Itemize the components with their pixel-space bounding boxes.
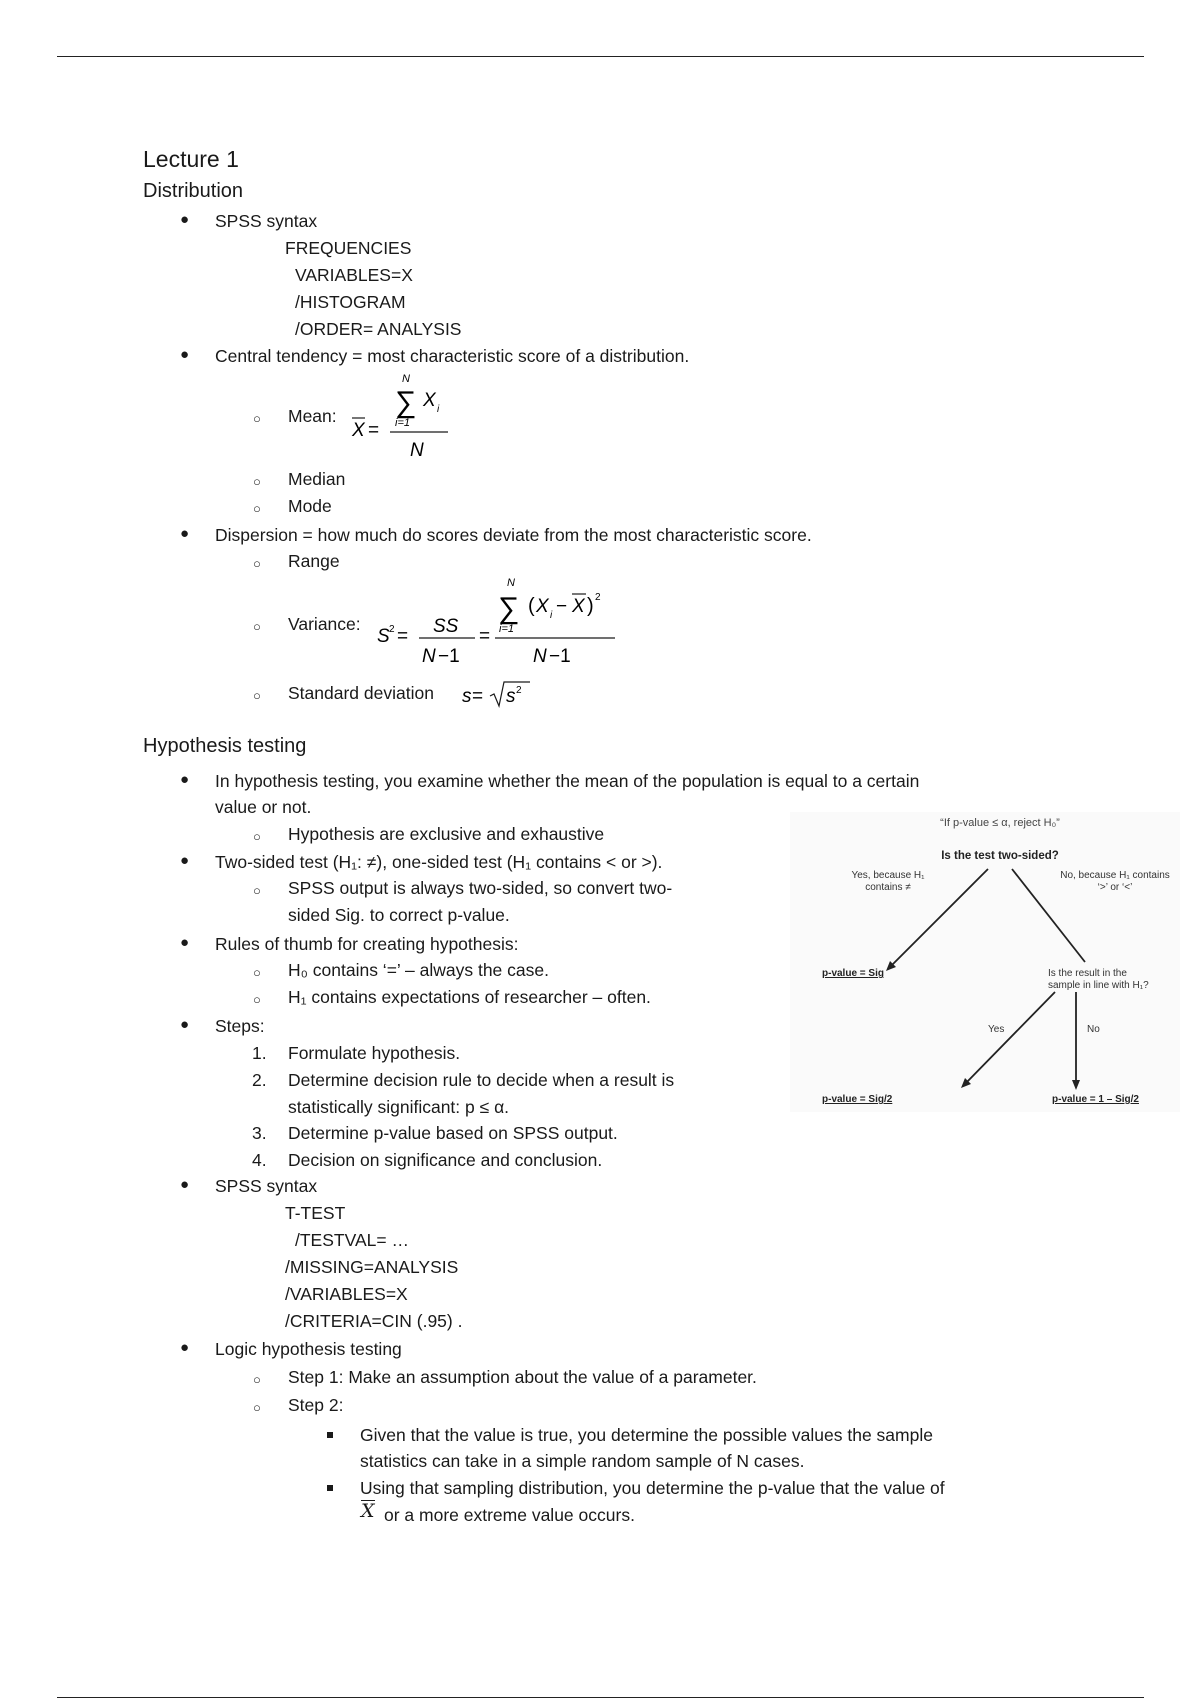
section-distribution: Distribution [143,180,244,202]
mean-label: Mean: [288,406,337,426]
sub-bullet: ○ [253,556,261,571]
syntax-line: VARIABLES=X [295,265,413,285]
bullet: ● [180,852,190,869]
svg-text:−1: −1 [438,646,460,667]
step-text: Determine p-value based on SPSS output. [288,1123,618,1143]
syntax-line: /VARIABLES=X [285,1284,408,1304]
svg-text:=: = [472,686,484,707]
syntax-line: /CRITERIA=CIN (.95) . [285,1311,463,1331]
svg-text:s: s [506,686,516,707]
xbar-symbol: X [361,1500,375,1522]
sub-bullet: ○ [253,992,261,1007]
svg-text:=: = [368,420,380,441]
syntax-line: /HISTOGRAM [295,292,406,312]
svg-text:): ) [587,595,594,617]
lecture-title: Lecture 1 [143,146,239,172]
svg-text:∑: ∑ [395,386,417,419]
svg-text:s: s [462,686,472,707]
flow-yes-short: Yes [988,1024,1005,1035]
logic-sub2-line: or a more extreme value occurs. [384,1505,635,1525]
step-number: 4. [252,1150,267,1170]
syntax-line: /TESTVAL= … [295,1230,409,1250]
svg-text:SS: SS [433,616,459,637]
flow-result-question: Is the result in the [1048,968,1127,979]
svg-text:i: i [550,610,553,621]
steps-label: Steps: [215,1016,265,1036]
h1-rule: H₁ contains expectations of researcher – often. [288,987,651,1007]
sub-bullet: ○ [253,883,261,898]
svg-text:=: = [479,626,491,647]
logic-sub2-line: Using that sampling distribution, you determine the p-value that the value of [360,1478,945,1498]
flow-no-short: No [1087,1024,1100,1035]
central-tendency-text: Central tendency = most characteristic score of a distribution. [215,346,690,366]
svg-text:i=1: i=1 [499,623,514,635]
h0-rule: H₀ contains ‘=’ – always the case. [288,960,549,980]
step-text: Determine decision rule to decide when a result is [288,1070,675,1090]
sd-label: Standard deviation [288,683,434,703]
syntax-line: /ORDER= ANALYSIS [295,319,462,339]
spss-syntax-label: SPSS syntax [215,211,318,231]
logic-label: Logic hypothesis testing [215,1339,402,1359]
syntax-line: T-TEST [285,1203,346,1223]
mean-formula [350,372,460,462]
sd-formula [460,672,540,712]
svg-text:(: ( [528,595,535,617]
square-bullet [327,1432,333,1438]
sub-bullet: ○ [253,688,261,703]
svg-text:∑: ∑ [498,592,520,625]
bullet: ● [180,771,190,788]
p-value-flowchart [790,812,1180,1112]
step-number: 3. [252,1123,267,1143]
flow-pvalue-sig: p-value = Sig [822,968,884,979]
svg-text:=: = [397,626,409,647]
syntax-line: /MISSING=ANALYSIS [285,1257,459,1277]
mode-label: Mode [288,496,332,516]
bullet: ● [180,346,190,363]
step-number: 1. [252,1043,267,1063]
ht-intro-line: In hypothesis testing, you examine whether the mean of the population is equal to a certain [215,771,920,791]
sub-bullet: ○ [253,474,261,489]
flow-pvalue-1-minus: p-value = 1 – Sig/2 [1052,1094,1139,1105]
bullet: ● [180,1016,190,1033]
section-hypothesis: Hypothesis testing [143,735,307,757]
flow-result-question: sample in line with H₁? [1048,980,1149,991]
bullet: ● [180,525,190,542]
sub-bullet: ○ [253,1400,261,1415]
logic-step1: Step 1: Make an assumption about the value of a parameter. [288,1367,757,1387]
svg-text:N: N [533,646,547,667]
svg-text:i: i [437,404,440,415]
svg-text:N: N [402,373,410,385]
sub-bullet: ○ [253,1372,261,1387]
syntax-line: FREQUENCIES [285,238,412,258]
spss-syntax-label: SPSS syntax [215,1176,318,1196]
svg-text:2: 2 [516,685,522,696]
logic-step2: Step 2: [288,1395,344,1415]
svg-text:X: X [423,390,436,411]
spss-two-sided-line: sided Sig. to correct p-value. [288,905,510,925]
flow-pvalue-sig2: p-value = Sig/2 [822,1094,893,1105]
flow-yes-label: contains ≠ [865,882,911,893]
step-number: 2. [252,1070,267,1090]
logic-sub1-line: statistics can take in a simple random sample of N cases. [360,1451,805,1471]
logic-sub1-line: Given that the value is true, you determine the possible values the sample [360,1425,933,1445]
sub-bullet: ○ [253,501,261,516]
svg-text:N: N [422,646,436,667]
svg-text:2: 2 [389,624,395,635]
svg-text:−1: −1 [549,646,571,667]
spss-two-sided-line: SPSS output is always two-sided, so convert two- [288,878,673,898]
flow-top-quote: “If p-value ≤ α, reject H₀” [940,817,1060,829]
svg-text:2: 2 [595,592,601,603]
variance-formula [375,576,625,672]
bullet: ● [180,211,190,228]
svg-text:−: − [556,596,568,617]
sub-bullet: ○ [253,965,261,980]
svg-text:X: X [352,420,365,441]
dispersion-text: Dispersion = how much do scores deviate from the most characteristic score. [215,525,812,545]
square-bullet [327,1485,333,1491]
svg-text:X: X [536,596,549,617]
ht-exclusive: Hypothesis are exclusive and exhaustive [288,824,605,844]
bullet: ● [180,1176,190,1193]
flow-yes-label: Yes, because H₁ [851,870,925,881]
svg-text:X: X [572,596,585,617]
step-text-cont: statistically significant: p ≤ α. [288,1097,510,1117]
bullet: ● [180,934,190,951]
variance-label: Variance: [288,614,361,634]
step-text: Decision on significance and conclusion. [288,1150,603,1170]
svg-text:i=1: i=1 [395,417,410,429]
two-sided-text: Two-sided test (H₁: ≠), one-sided test (H₁ contains < or >). [215,852,663,872]
flow-no-label: No, because H₁ contains [1060,870,1170,881]
sub-bullet: ○ [253,411,261,426]
flow-no-label: ‘>’ or ‘<’ [1097,882,1133,893]
flow-question: Is the test two-sided? [941,850,1059,862]
step-text: Formulate hypothesis. [288,1043,461,1063]
sub-bullet: ○ [253,829,261,844]
svg-text:N: N [410,440,424,461]
sub-bullet: ○ [253,619,261,634]
range-label: Range [288,551,340,571]
svg-text:S: S [377,626,390,647]
rules-thumb: Rules of thumb for creating hypothesis: [215,934,519,954]
median-label: Median [288,469,346,489]
bullet: ● [180,1339,190,1356]
svg-text:N: N [507,577,515,589]
ht-intro-line: value or not. [215,797,312,817]
